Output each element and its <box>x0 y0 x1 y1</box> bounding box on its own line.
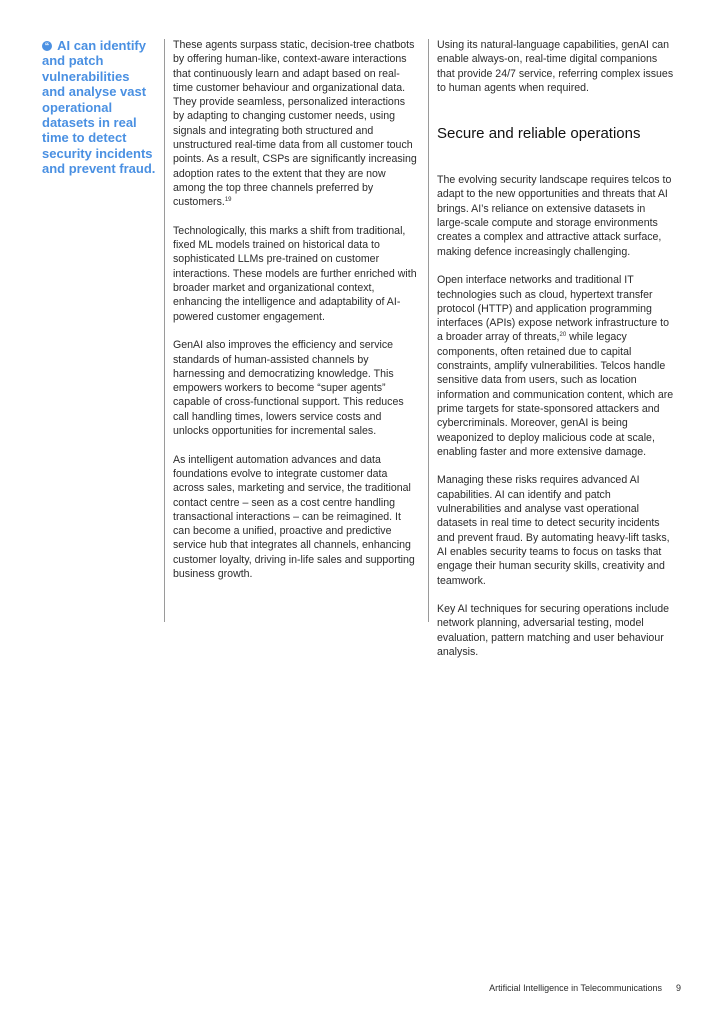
column-divider-left <box>164 39 165 622</box>
pull-quote-text: AI can identify and patch vulnerabilities and analyse vast operational datasets in real time to detect security incidents and prevent fraud. <box>42 38 156 177</box>
pull-quote <box>42 38 156 177</box>
footer-title: Artificial Intelligence in Telecommunications <box>489 983 662 993</box>
paragraph-super-agents: GenAI also improves the efficiency and service standards of human-assisted channels by harnessing and democratizing knowledge. This empowers workers to become “super agents” capable of cross-functional support. This reduces call handling times, lowers service costs and unlocks opportunities for incremental sales. <box>173 339 404 438</box>
footnote-ref: 20 <box>559 332 567 339</box>
paragraph-open-interfaces: Open interface networks and traditional IT technologies such as cloud, hypertext transfer protocol (HTTP) and application programming interfaces (APIs) expose network infrastructure to a broader array of threats,$^{20}$ while legacy components, often retained due to capital constraints, amplify vulnerabilities. Telcos handle sensitive data from users, such as location information and communication content, which are prime targets for state-sponsored attackers and cybercriminals. Moreover, genAI is being weaponized to deploy malicious code at scale, enabling faster and more extensive damage. <box>437 274 674 458</box>
column-divider-right <box>428 39 429 622</box>
paragraph-key-techniques: Key AI techniques for securing operations include network planning, adversarial testing, model evaluation, pattern matching and user behaviour analysis. <box>437 603 670 658</box>
section-heading: Secure and reliable operations <box>437 125 641 143</box>
paragraph-security-landscape: The evolving security landscape requires telcos to adapt to the new opportunities and threats that AI brings. AI’s reliance on extensive datasets in large-scale compute and storage environments creates a complex and attractive attack surface, making defence increasingly challenging. <box>437 174 672 258</box>
paragraph-contact-centre: As intelligent automation advances and data foundations evolve to integrate customer data across sales, marketing and service, the traditional contact centre – seen as a cost centre handling transactional interactions – can be reimagined. It can become a unified, proactive and predictive service hub that integrates all channels, enhancing customer loyalty, driving in-life sales and supporting business growth. <box>173 453 415 580</box>
footnote-ref: 19 <box>224 197 232 204</box>
body-column-1 <box>173 38 419 596</box>
paragraph-technology-shift: Technologically, this marks a shift from traditional, fixed ML models trained on historical data to sophisticated LLMs pre-trained on customer interactions. These models are further enriched with broader market and organizational context, enhancing the intelligence and adaptability of AI-powered customer engagement. <box>173 224 417 323</box>
paragraph-managing-risks: Managing these risks requires advanced AI capabilities. AI can identify and patch vulnerabilities and analyse vast operational datasets in real time to detect security incidents and prevent fraud. By automating heavy-lift tasks, AI enables security teams to focus on tasks that engage their human security skills, creativity and teamwork. <box>437 474 670 587</box>
paragraph-digital-companions: Using its natural-language capabilities, genAI can enable always-on, real-time digital companions that provide 24/7 service, referring complex issues to human agents when required. <box>437 39 674 94</box>
page-footer <box>489 983 681 993</box>
body-column-2 <box>437 38 675 674</box>
page-number: 9 <box>675 983 681 993</box>
paragraph-agents: These agents surpass static, decision-tree chatbots by offering human-like, context-aware interactions that continuously learn and adapt based on real-time customer behaviour and organizational data. They provide seamless, personalized interactions by adapting to changing customer needs, using signals and integrating both structured and unstructured real-time data from all customer touch points. As a result, CSPs are significantly increasing adoption rates to the extent that they are now among the top three channels preferred by customers.$^{19}$ <box>173 39 417 209</box>
quote-icon: “ <box>42 41 52 51</box>
